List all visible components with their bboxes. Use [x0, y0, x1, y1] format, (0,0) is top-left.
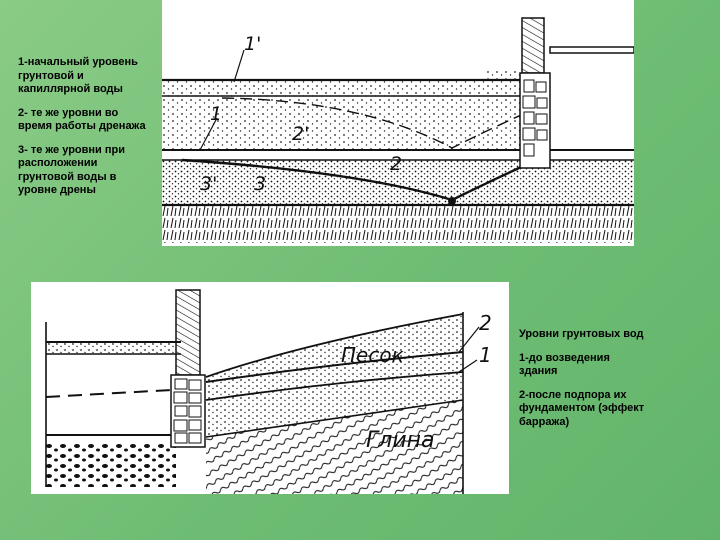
- label-2: 2: [479, 311, 492, 335]
- label-2: 2: [390, 153, 403, 175]
- drain-pipe: [448, 197, 456, 205]
- caption-bottom-item: 2-после подпора их фундаментом (эффект барража): [519, 388, 645, 428]
- caption-top-item: 1-начальный уровень грунтовой и капиллярной воды: [18, 56, 138, 95]
- label-3: 3: [254, 173, 267, 195]
- left-floor-fill: [46, 342, 176, 354]
- label-sand: Песок: [341, 343, 404, 367]
- left-gravel: [46, 442, 176, 487]
- floor-slab: [550, 47, 634, 53]
- caption-top-item: 3- те же уровни при расположении грунтовой воды в уровне дрены: [18, 143, 125, 196]
- bottom-foundation: [171, 375, 205, 447]
- backfill: [487, 70, 523, 80]
- base-layer: [162, 205, 634, 243]
- leader-1p: [234, 50, 244, 82]
- caption-top: [18, 56, 153, 208]
- label-1p: 1': [244, 33, 262, 55]
- drainage-diagram: [162, 0, 634, 246]
- wall: [522, 18, 544, 73]
- groundwater-dashed-left: [46, 390, 171, 397]
- caption-bottom-item: Уровни грунтовых вод: [519, 328, 644, 340]
- label-clay: Глина: [366, 428, 435, 453]
- barrage-diagram-svg: [31, 282, 509, 494]
- caption-bottom-item: 1-до возведения здания: [519, 351, 610, 377]
- bottom-wall: [176, 290, 200, 375]
- drainage-diagram-svg: [162, 0, 634, 246]
- label-3p: 3': [200, 173, 218, 195]
- label-2p: 2': [292, 123, 310, 145]
- barrage-diagram: [31, 282, 509, 494]
- label-1: 1: [210, 103, 223, 125]
- caption-top-item: 2- те же уровни во время работы дренажа: [18, 106, 146, 132]
- caption-bottom: [519, 328, 649, 439]
- label-1: 1: [479, 343, 492, 367]
